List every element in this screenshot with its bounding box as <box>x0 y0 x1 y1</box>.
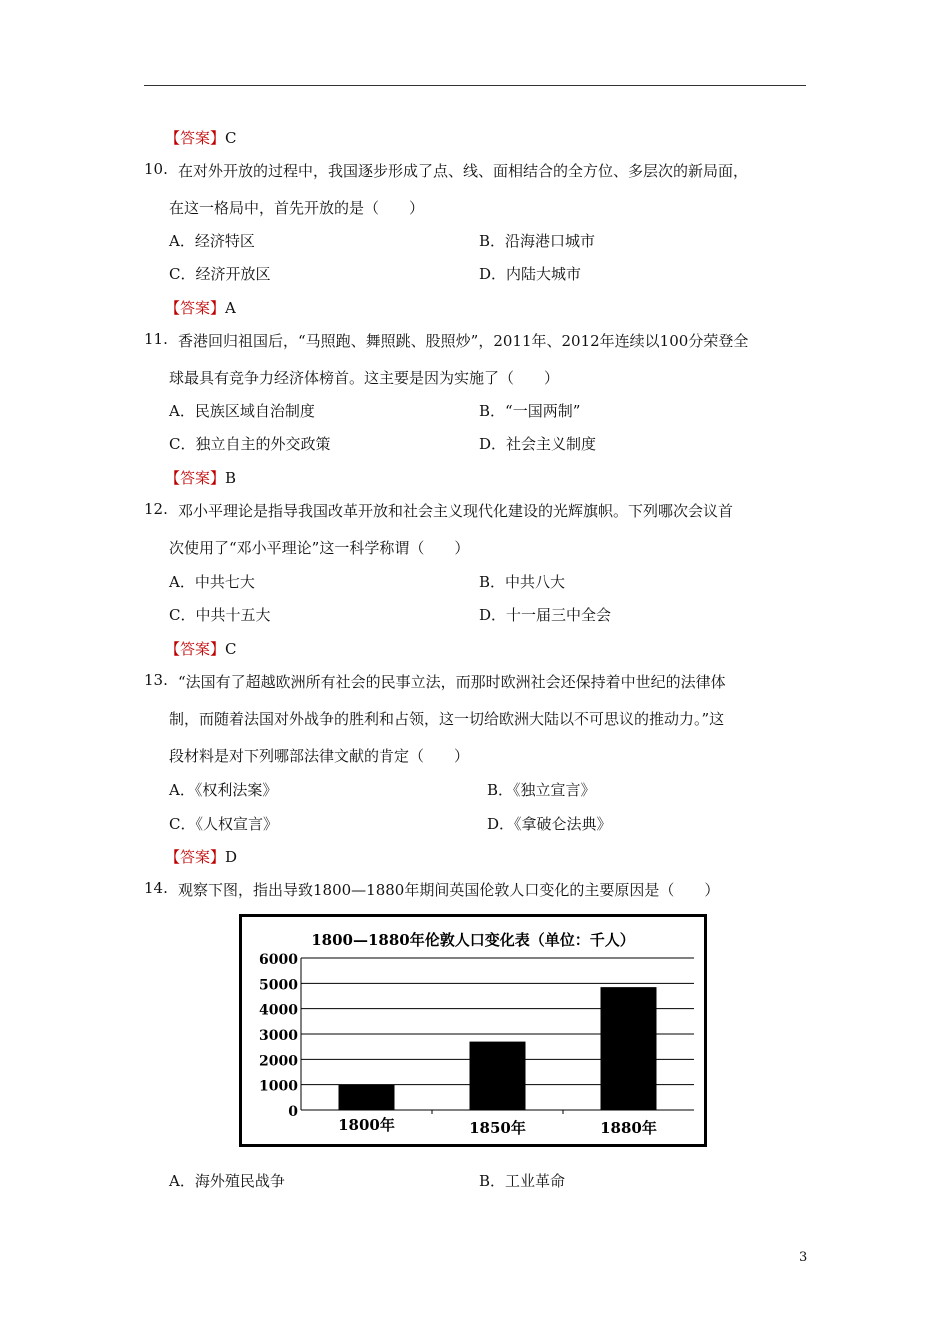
q10-number: 10. <box>144 160 168 178</box>
q13-stem-line2: 制，而随着法国对外战争的胜利和占领，这一切给欧洲大陆以不可思议的推动力。”这 <box>169 710 725 728</box>
q11-option-a: A．民族区域自治制度 <box>169 402 315 420</box>
q13-answer <box>165 846 237 867</box>
answer-value: B <box>225 469 237 487</box>
y-tick-label: 0 <box>288 1104 298 1120</box>
q13-number: 13. <box>144 671 168 689</box>
q13-stem-line1: “法国有了超越欧洲所有社会的民事立法，而那时欧洲社会还保持着中世纪的法律体 <box>178 673 726 691</box>
q10-option-d: D．内陆大城市 <box>479 265 582 283</box>
q12-stem-line1: 邓小平理论是指导我国改革开放和社会主义现代化建设的光辉旗帜。下列哪次会议首 <box>178 502 734 520</box>
chart-svg <box>242 917 704 1144</box>
q14-option-a: A．海外殖民战争 <box>169 1172 285 1190</box>
header-rule <box>144 85 806 86</box>
q9-answer <box>165 127 237 148</box>
y-tick-label: 3000 <box>259 1028 298 1044</box>
y-tick-label: 5000 <box>259 977 298 994</box>
bar-1800年 <box>339 1085 395 1110</box>
y-tick-label: 4000 <box>259 1002 298 1019</box>
population-chart <box>239 914 707 1147</box>
q10-stem-line2: 在这一格局中，首先开放的是（ ） <box>169 199 425 217</box>
q13-option-c: C．《人权宣言》 <box>169 815 278 833</box>
answer-value: C <box>225 129 237 147</box>
y-tick-label: 6000 <box>259 952 298 968</box>
answer-label: 【答案】 <box>165 848 226 866</box>
q11-answer <box>165 467 236 488</box>
q12-number: 12. <box>144 500 168 518</box>
q11-stem-line2: 球最具有竞争力经济体榜首。这主要是因为实施了（ ） <box>169 369 560 387</box>
q12-stem-line2: 次使用了“邓小平理论”这一科学称谓（ ） <box>169 539 470 557</box>
y-tick-label: 1000 <box>259 1078 298 1095</box>
q13-option-b: B．《独立宣言》 <box>487 781 596 799</box>
q13-option-a: A．《权利法案》 <box>169 781 278 799</box>
q10-option-c: C．经济开放区 <box>169 265 271 283</box>
q12-option-a: A．中共七大 <box>169 573 255 591</box>
q13-option-d: D．《拿破仑法典》 <box>487 815 612 833</box>
x-tick-label: 1880年 <box>600 1119 657 1137</box>
page-number: 3 <box>799 1250 808 1265</box>
q11-option-d: D．社会主义制度 <box>479 435 597 453</box>
answer-value: D <box>225 848 238 866</box>
x-tick-label: 1850年 <box>469 1119 526 1137</box>
q10-stem-line1: 在对外开放的过程中，我国逐步形成了点、线、面相结合的全方位、多层次的新局面， <box>178 162 749 180</box>
answer-value: A <box>225 299 236 317</box>
q11-number: 11. <box>144 330 168 348</box>
bar-1850年 <box>470 1042 526 1110</box>
q13-stem-line3: 段材料是对下列哪部法律文献的肯定（ ） <box>169 747 470 765</box>
q10-option-a: A．经济特区 <box>169 232 255 250</box>
answer-label: 【答案】 <box>165 640 226 658</box>
bar-1880年 <box>601 987 657 1110</box>
q12-answer <box>165 638 237 659</box>
q14-option-b: B．工业革命 <box>479 1172 566 1190</box>
answer-label: 【答案】 <box>165 299 226 317</box>
q11-option-b: B．“一国两制” <box>479 402 581 420</box>
q14-number: 14. <box>144 879 168 897</box>
answer-value: C <box>225 640 237 658</box>
q14-stem-line1: 观察下图，指出导致1800—1880年期间英国伦敦人口变化的主要原因是（ ） <box>178 881 720 899</box>
q10-option-b: B．沿海港口城市 <box>479 232 596 250</box>
x-tick-label: 1800年 <box>338 1116 395 1134</box>
q11-stem-line1: 香港回归祖国后，“马照跑、舞照跳、股照炒”，2011年、2012年连续以100分荣登全 <box>178 332 749 350</box>
q12-option-b: B．中共八大 <box>479 573 566 591</box>
q11-option-c: C．独立自主的外交政策 <box>169 435 331 453</box>
answer-label: 【答案】 <box>165 129 226 147</box>
q12-option-d: D．十一届三中全会 <box>479 606 612 624</box>
answer-label: 【答案】 <box>165 469 226 487</box>
chart-title: 1800—1880年伦敦人口变化表（单位：千人） <box>311 931 635 949</box>
y-tick-label: 2000 <box>259 1053 298 1070</box>
q12-option-c: C．中共十五大 <box>169 606 271 624</box>
q10-answer <box>165 297 236 318</box>
